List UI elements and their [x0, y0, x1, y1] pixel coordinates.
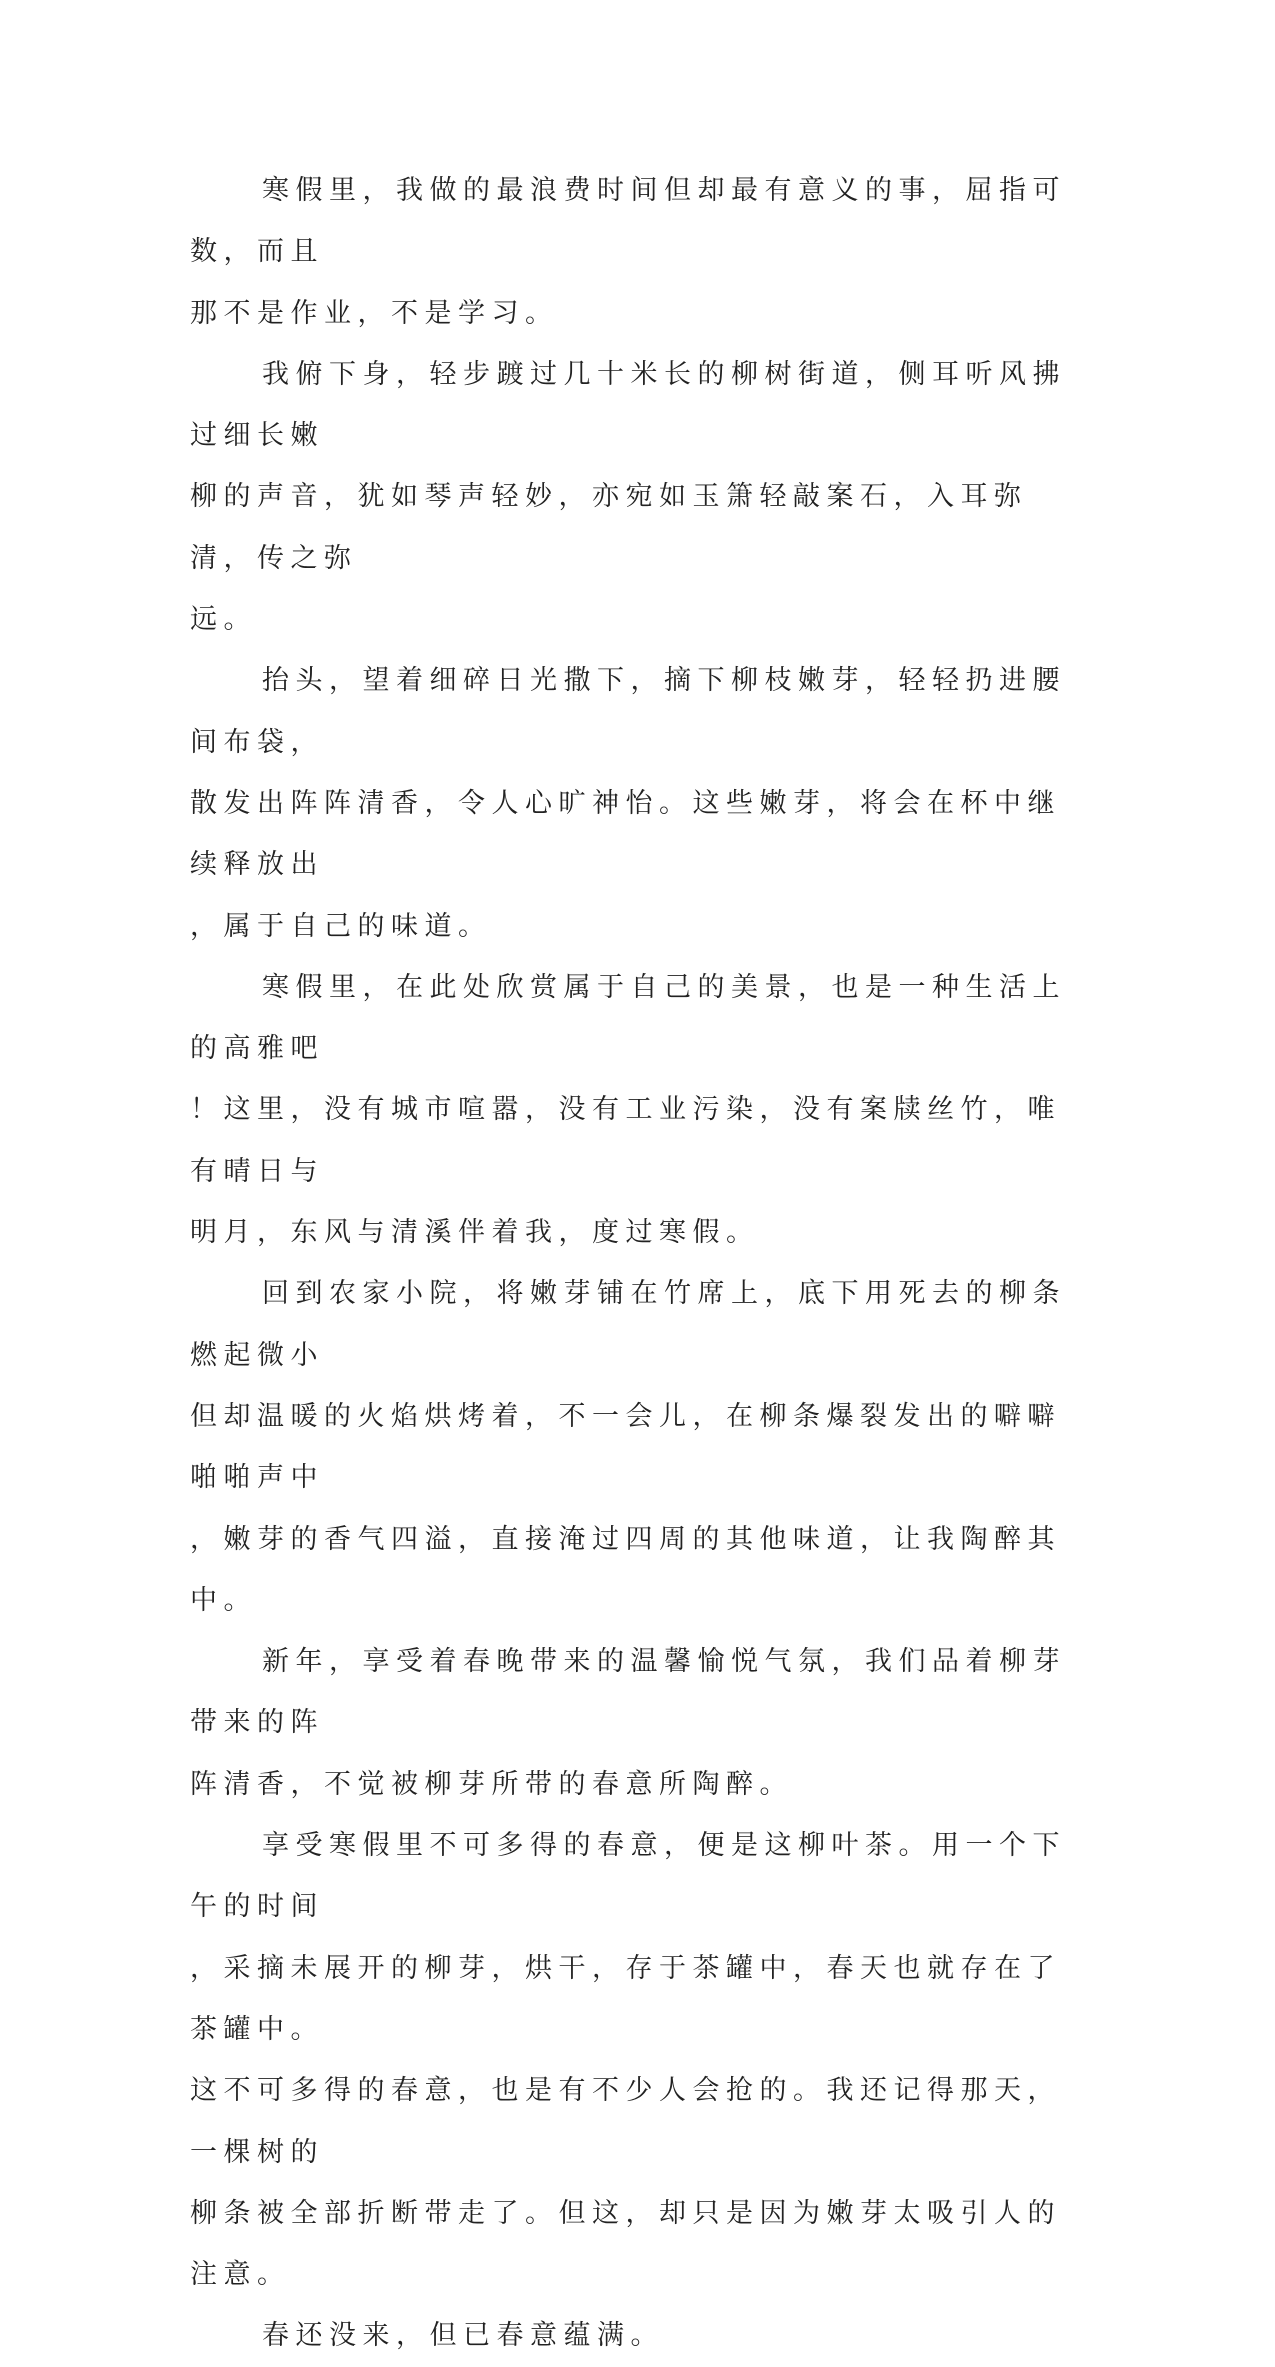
paragraph-6-line-1: 新年，享受着春晚带来的温馨愉悦气氛，我们品着柳芽带来的阵: [190, 1646, 1066, 1739]
paragraph-5-line-3: ，嫩芽的香气四溢，直接淹过四周的其他味道，让我陶醉其中。: [190, 1523, 1061, 1616]
paragraph-1-line-1: 寒假里，我做的最浪费时间但却最有意义的事，屈指可数，而且: [190, 175, 1066, 268]
paragraph-6: [190, 1631, 1070, 1815]
paragraph-4-line-2: ！这里，没有城市喧嚣，没有工业污染，没有案牍丝竹，唯有晴日与: [190, 1094, 1061, 1187]
paragraph-5: [190, 1263, 1070, 1631]
paragraph-4-line-3: 明月，东风与清溪伴着我，度过寒假。: [190, 1217, 760, 1249]
paragraph-4: [190, 957, 1070, 1263]
paragraph-3-line-2: 散发出阵阵清香，令人心旷神怡。这些嫩芽，将会在杯中继续释放出: [190, 787, 1061, 881]
paragraph-7-line-3: 这不可多得的春意，也是有不少人会抢的。我还记得那天，一棵树的: [190, 2075, 1061, 2168]
paragraph-8: [190, 2305, 1070, 2366]
paragraph-2-line-3: 远。: [190, 604, 257, 636]
paragraph-3: [190, 650, 1070, 956]
paragraph-7-line-1: 享受寒假里不可多得的春意，便是这柳叶茶。用一个下午的时间: [190, 1830, 1066, 1923]
paragraph-8-line-1: 春还没来，但已春意蕴满。: [262, 2320, 664, 2352]
paragraph-3-line-3: ，属于自己的味道。: [190, 910, 492, 942]
paragraph-1: [190, 160, 1070, 344]
paragraph-1-line-2: 那不是作业，不是学习。: [190, 297, 559, 329]
paragraph-4-line-1: 寒假里，在此处欣赏属于自己的美景，也是一种生活上的高雅吧: [190, 971, 1066, 1065]
essay-body: [190, 160, 1070, 2367]
paragraph-7: [190, 1815, 1070, 2305]
paragraph-6-line-2: 阵清香，不觉被柳芽所带的春意所陶醉。: [190, 1768, 793, 1800]
paragraph-5-line-1: 回到农家小院，将嫩芽铺在竹席上，底下用死去的柳条燃起微小: [190, 1278, 1066, 1371]
paragraph-2-line-1: 我俯下身，轻步踱过几十米长的柳树街道，侧耳听风拂过细长嫩: [190, 358, 1066, 452]
paragraph-2: [190, 344, 1070, 650]
paragraph-2-line-2: 柳的声音，犹如琴声轻妙，亦宛如玉箫轻敲案石，入耳弥清，传之弥: [190, 481, 1028, 574]
paragraph-3-line-1: 抬头，望着细碎日光撒下，摘下柳枝嫩芽，轻轻扔进腰间布袋，: [190, 665, 1066, 758]
paragraph-7-line-2: ，采摘未展开的柳芽，烘干，存于茶罐中，春天也就存在了茶罐中。: [190, 1952, 1061, 2045]
paragraph-5-line-2: 但却温暖的火焰烘烤着，不一会儿，在柳条爆裂发出的噼噼啪啪声中: [190, 1400, 1061, 1494]
paragraph-7-line-4: 柳条被全部折断带走了。但这，却只是因为嫩芽太吸引人的注意。: [190, 2197, 1061, 2291]
